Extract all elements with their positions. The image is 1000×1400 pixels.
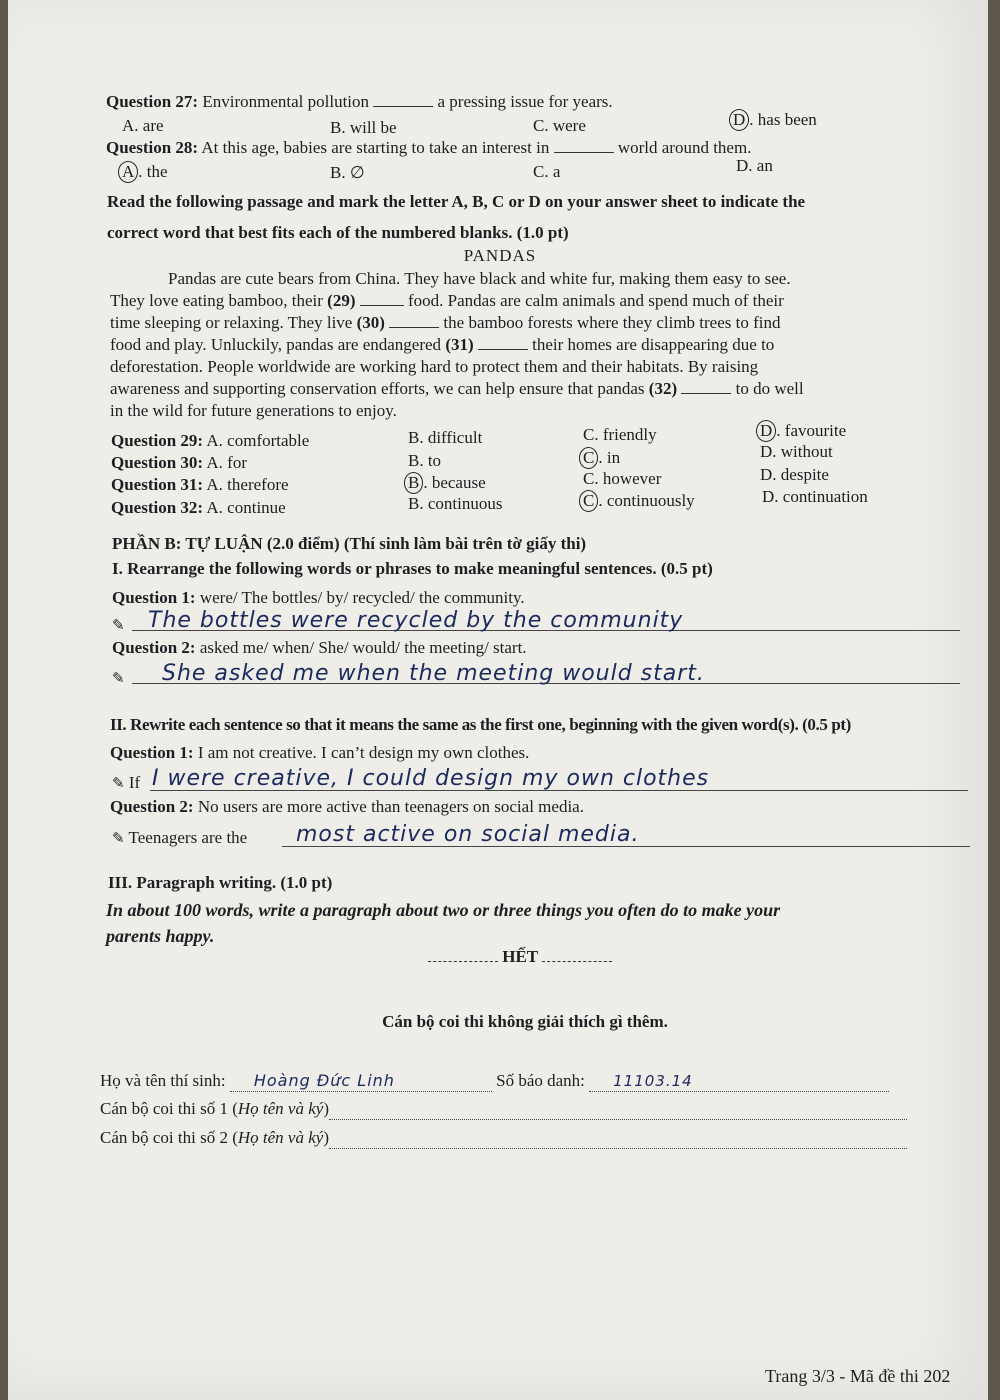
end-text: HẾT [502,947,538,966]
handwritten-answer: most active on social media. [296,822,640,847]
text: time sleeping or relaxing. They live [110,313,353,332]
option-text: . because [423,473,486,492]
answer-blank [681,393,731,394]
pen-icon: ✎ [112,829,125,847]
signature-field [329,1099,907,1120]
passage-line [110,290,930,312]
proctor-1-hint: Họ tên và ký [237,1099,324,1118]
circled-answer: D [756,420,776,442]
proctor-1-label: Cán bộ coi thi số 1 ( [100,1099,238,1118]
dash-line [428,961,498,962]
option-c [583,447,620,469]
circled-answer: D [729,109,749,131]
option-c: C. however [583,469,662,488]
given-words: Teenagers are the [128,828,248,847]
proctor-2-row: Cán bộ coi thi số 2 (Họ tên và ký) [100,1128,907,1149]
question-label: Question 28: [106,138,199,157]
option-b: B. will be [330,118,397,137]
passage-line: in the wild for future generations to enjoy. [110,401,397,420]
option-a: A. for [206,453,248,472]
option-c: C. friendly [583,425,657,444]
option-d: D. an [736,156,773,175]
question-32 [111,498,286,518]
signature-field [329,1128,907,1149]
pen-icon: ✎ [112,616,125,634]
question-text-rest: a pressing issue for years. [437,92,613,111]
rewrite-question-2 [110,797,584,817]
question-30 [111,453,247,473]
question-text: At this age, babies are starting to take an interest in [201,138,550,157]
text: food and play. Unluckily, pandas are endangered [110,335,442,354]
section-2-heading: II. Rewrite each sentence so that it means the same as the first one, beginning with the given word(s). (0.5 pt) [110,715,851,734]
option-a: A. continue [206,498,286,517]
question-label: Question 27: [106,92,199,111]
option-text: . the [138,162,168,181]
question-text: asked me/ when/ She/ would/ the meeting/ start. [199,638,527,657]
page-footer: Trang 3/3 - Mã đề thi 202 [765,1366,951,1386]
rewrite-answer-1 [112,773,140,793]
reading-instruction-2: correct word that best fits each of the numbered blanks. (1.0 pt) [107,223,569,242]
id-field [589,1071,889,1092]
pen-icon: ✎ [112,669,125,687]
passage-line: deforestation. People worldwide are working hard to protect them and their habitats. By raising [110,357,759,376]
proctor-2-label: Cán bộ coi thi số 2 ( [100,1128,238,1147]
passage-line [110,334,930,356]
text: the bamboo forests where they climb trees to find [443,313,781,332]
answer-blank [373,106,433,107]
blank-number: (31) [445,335,474,354]
question-text: Environmental pollution [202,92,370,111]
option-c: C. were [533,116,586,135]
handwritten-id: 11103.14 [613,1072,693,1090]
passage-title [0,246,1000,266]
paragraph-prompt-2: parents happy. [106,926,215,946]
passage-line [110,378,930,400]
option-d [760,420,846,442]
option-b: B. to [408,451,442,470]
text: They love eating bamboo, their [110,291,323,310]
proctor-note-text: Cán bộ coi thi không giải thích gì thêm. [382,1012,668,1031]
text: food. Pandas are calm animals and spend much of their [408,291,784,310]
text: awareness and supporting conservation efforts, we can help ensure that pandas [110,379,645,398]
blank-number: (32) [648,379,678,398]
option-a: A. therefore [206,475,289,494]
option-text: . has been [749,110,817,129]
section-3-heading: III. Paragraph writing. (1.0 pt) [108,873,333,892]
question-29 [111,431,309,451]
paragraph-prompt: In about 100 words, write a paragraph about two or three things you often do to make your [106,900,781,920]
option-d: D. continuation [762,487,868,506]
passage [110,268,930,422]
question-label: Question 2: [110,797,194,816]
answer-blank [554,152,614,153]
question-label: Question 29: [111,431,204,450]
question-text: I am not creative. I can’t design my own clothes. [197,743,530,762]
option-b: B. continuous [408,494,503,513]
handwritten-answer: The bottles were recycled by the community [148,608,684,633]
pen-icon: ✎ [112,774,125,792]
option-c: C. a [533,162,561,181]
rearrange-question-2 [112,638,527,658]
option-text: . in [598,448,621,467]
passage-line [110,312,930,334]
option-text: . favourite [776,421,847,440]
answer-blank [478,349,528,350]
handwritten-answer: She asked me when the meeting would start. [162,661,705,686]
rearrange-question-1 [112,588,525,608]
question-label: Question 2: [112,638,196,657]
question-label: Question 31: [111,475,204,494]
section-1-heading: I. Rearrange the following words or phrases to make meaningful sentences. (0.5 pt) [112,559,713,578]
option-c [583,490,695,512]
rewrite-answer-2 [112,828,247,848]
question-label: Question 1: [112,588,196,607]
blank-number: (29) [327,291,356,310]
handwritten-name: Hoàng Đức Linh [253,1071,395,1090]
question-text-rest: world around them. [617,138,752,157]
circled-answer: C [579,490,598,512]
dash-line [542,961,612,962]
option-b: B. ∅ [330,163,365,182]
proctor-2-hint: Họ tên và ký [237,1128,324,1147]
end-marker [428,947,612,967]
reading-instruction: Read the following passage and mark the letter A, B, C or D on your answer sheet to indicate the [107,192,806,211]
proctor-1-row: Cán bộ coi thi số 1 (Họ tên và ký) [100,1099,907,1120]
question-label: Question 32: [111,498,204,517]
question-31 [111,475,289,495]
option-b [408,472,486,494]
passage-title-text: PANDAS [463,246,537,265]
question-label: Question 30: [111,453,204,472]
text: to do well [735,379,804,398]
option-a [122,161,168,183]
question-label: Question 1: [110,743,194,762]
passage-line: Pandas are cute bears from China. They have black and white fur, making them easy to see. [168,269,791,288]
handwritten-answer: I were creative, I could design my own clothes [152,766,710,791]
text: their homes are disappearing due to [532,335,775,354]
question-text: were/ The bottles/ by/ recycled/ the community. [199,588,525,607]
candidate-name-row [100,1071,889,1092]
part-b-title: PHẦN B: TỰ LUẬN (2.0 điểm) (Thí sinh làm bài trên tờ giấy thi) [112,534,587,553]
proctor-note [0,1012,1000,1032]
circled-answer: B [404,472,423,494]
option-b: B. difficult [408,428,483,447]
answer-blank [389,327,439,328]
option-d: D. despite [760,465,829,484]
answer-blank [360,305,404,306]
option-text: . continuously [598,491,695,510]
circled-answer: A [118,161,138,183]
question-28 [106,138,751,158]
question-27 [106,92,613,112]
blank-number: (30) [356,313,385,332]
circled-answer: C [579,447,598,469]
option-a: A. comfortable [206,431,310,450]
name-field [230,1071,492,1092]
given-words: If [128,773,141,792]
option-a: A. are [122,116,164,135]
option-d [733,109,817,131]
rewrite-question-1 [110,743,529,763]
name-label: Họ và tên thí sinh: [100,1071,226,1090]
id-label: Số báo danh: [496,1071,585,1090]
option-d: D. without [760,442,833,461]
question-text: No users are more active than teenagers on social media. [197,797,584,816]
